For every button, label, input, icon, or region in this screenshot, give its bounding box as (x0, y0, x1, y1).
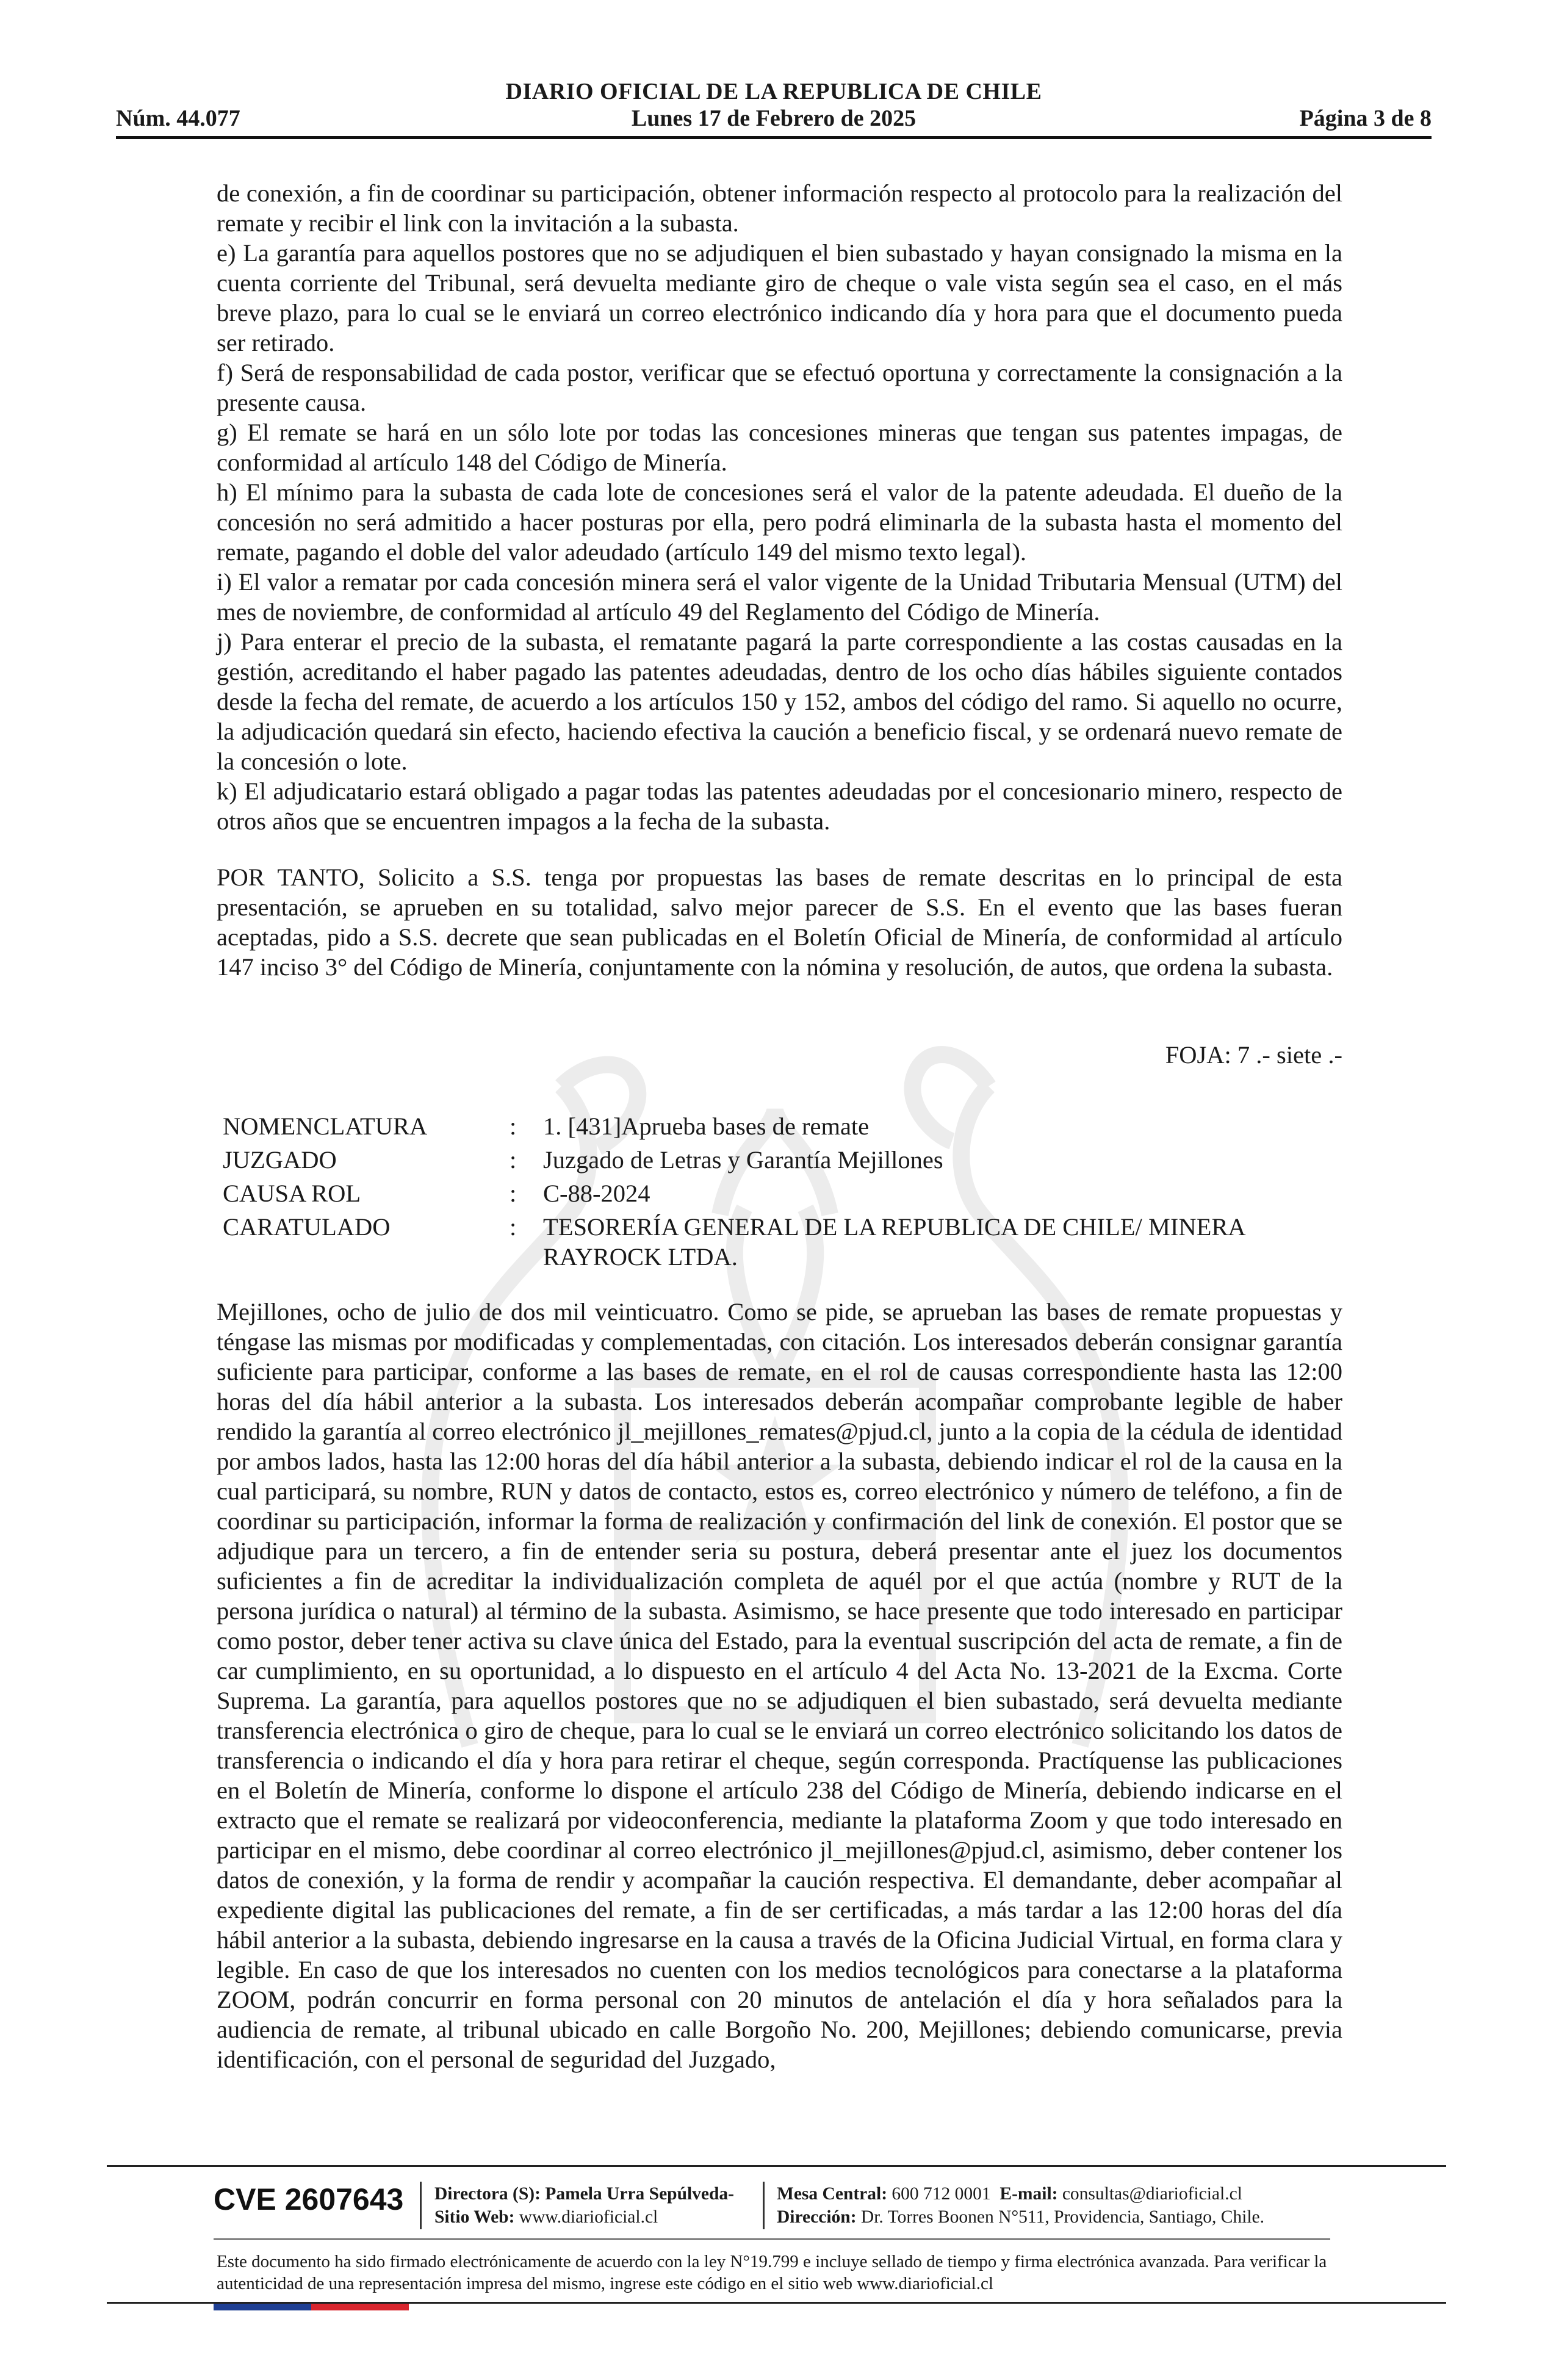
meta-separator: : (510, 1112, 517, 1140)
issue-number: Núm. 44.077 (116, 106, 240, 131)
cve-code: CVE 2607643 (214, 2182, 404, 2216)
bases-clauses (217, 178, 1342, 836)
meta-separator: : (510, 1146, 517, 1174)
footer-separator (420, 2182, 422, 2229)
meta-value: Juzgado de Letras y Garantía Mejillones (543, 1146, 943, 1174)
paragraph: h) El mínimo para la subasta de cada lote de concesiones será el valor de la patente adeudada. El dueño de la concesión no será admitido a hacer posturas por ella, pero podrá eliminarla de la subasta hasta el momento del remate, pagando el doble del valor adeudado (artículo 149 del mismo texto legal). (217, 478, 1342, 566)
footer-thin-divider (214, 2238, 1330, 2240)
foja-label: FOJA: 7 .- siete .- (1165, 1041, 1342, 1069)
meta-row-nomenclatura (223, 1109, 1345, 1143)
legal-notice: Este documento ha sido firmado electrónicamente de acuerdo con la ley N°19.799 e incluye sellado de tiempo y firma electrónica avanzada. Para verificar la autenticidad de una representación impresa del mismo, ingrese este código en el sitio web www.diarioficial.cl (217, 2252, 1327, 2293)
paragraph: POR TANTO, Solicito a S.S. tenga por propuestas las bases de remate descritas en lo principal de esta presentación, se aprueben en su totalidad, salvo mejor parecer de S.S. En el evento que las bases fueran aceptadas, pido a S.S. decrete que sean publicadas en el Boletín Oficial de Minería, de conformidad al artículo 147 inciso 3° del Código de Minería, conjuntamente con la nómina y resolución, de autos, que ordena la subasta. (217, 864, 1342, 981)
page-number: Página 3 de 8 (1299, 106, 1432, 131)
address-label: Dirección: (777, 2207, 857, 2227)
flag-stripe-red (311, 2304, 409, 2310)
paragraph: de conexión, a fin de coordinar su participación, obtener información respecto al protocolo para la realización del remate y recibir el link con la invitación a la subasta. (217, 179, 1342, 237)
meta-separator: : (510, 1213, 517, 1241)
footer-separator (763, 2182, 765, 2229)
paragraph: j) Para enterar el precio de la subasta, el rematante pagará la parte correspondiente a las costas causadas en la gestión, acreditando el haber pagado las patentes adeudadas, dentro de los ocho días hábiles siguiente contados desde la fecha del remate, de acuerdo a los artículos 150 y 152, ambos del código del ramo. Si aquello no ocurre, la adjudicación quedará sin efecto, haciendo efectiva la caución a beneficio fiscal, y se ordenará nuevo remate de la concesión o lote. (217, 628, 1342, 775)
meta-separator: : (510, 1180, 517, 1207)
email-label: E-mail: (1000, 2184, 1058, 2204)
website-label: Sitio Web: (434, 2207, 515, 2227)
meta-row-causa-rol (223, 1177, 1345, 1210)
email-link[interactable]: consultas@diarioficial.cl (1062, 2184, 1242, 2204)
paragraph: g) El remate se hará en un sólo lote por todas las concesiones mineras que tengan sus patentes impagas, de conformidad al artículo 148 del Código de Minería. (217, 419, 1342, 476)
footer-contact-info (777, 2182, 1264, 2229)
meta-row-juzgado (223, 1143, 1345, 1177)
director-name: Pamela Urra Sepúlveda- (545, 2184, 735, 2204)
paragraph: k) El adjudicatario estará obligado a pagar todas las patentes adeudadas por el concesionario minero, respecto de otros años que se encuentren impagos a la fecha de la subasta. (217, 777, 1342, 835)
address: Dr. Torres Boonen N°511, Providencia, Santiago, Chile. (860, 2207, 1265, 2227)
publication-title: DIARIO OFICIAL DE LA REPUBLICA DE CHILE (505, 79, 1042, 104)
footer-divider (107, 2165, 1446, 2167)
page-header (116, 78, 1432, 139)
meta-row-caratulado (223, 1210, 1345, 1272)
meta-value: TESORERÍA GENERAL DE LA REPUBLICA DE CHILE/ MINERA RAYROCK LTDA. (543, 1213, 1245, 1271)
case-metadata (223, 1109, 1345, 1272)
phone-number: 600 712 0001 (891, 2184, 991, 2204)
director-label: Directora (S): (434, 2184, 541, 2204)
meta-key: CARATULADO (223, 1213, 391, 1241)
meta-key: JUZGADO (223, 1146, 337, 1174)
por-tanto-paragraph (217, 862, 1342, 982)
website-link[interactable]: www.diarioficial.cl (519, 2207, 658, 2227)
meta-value: C-88-2024 (543, 1180, 650, 1207)
paragraph: f) Será de responsabilidad de cada postor, verificar que se efectuó oportuna y correctamente la consignación a la presente causa. (217, 359, 1342, 416)
paragraph: e) La garantía para aquellos postores que no se adjudiquen el bien subastado y hayan consignado la misma en la cuenta corriente del Tribunal, será devuelta mediante giro de cheque o vale vista según sea el caso, en el más breve plazo, para lo cual se le enviará un correo electrónico indicando día y hora para que el documento pueda ser retirado. (217, 239, 1342, 356)
meta-key: CAUSA ROL (223, 1180, 361, 1207)
phone-label: Mesa Central: (777, 2184, 888, 2204)
paragraph: i) El valor a rematar por cada concesión minera será el valor vigente de la Unidad Tributaria Mensual (UTM) del mes de noviembre, de conformidad al artículo 49 del Reglamento del Código de Minería. (217, 568, 1342, 626)
publication-date: Lunes 17 de Febrero de 2025 (631, 106, 917, 131)
meta-value: 1. [431]Aprueba bases de remate (543, 1112, 870, 1140)
meta-key: NOMENCLATURA (223, 1112, 428, 1140)
flag-stripe-blue (214, 2304, 311, 2310)
resolution-text (217, 1297, 1342, 2074)
footer-director-info (434, 2182, 734, 2229)
paragraph: Mejillones, ocho de julio de dos mil veinticuatro. Como se pide, se aprueban las bases de remate propuestas y téngase las mismas por modificadas y complementadas, con citación. Los interesados deberán consignar garantía suficiente para participar, conforme a las bases de remate, en el rol de causas correspondiente hasta las 12:00 horas del día hábil anterior a la subasta. Los interesados deberán acompañar comprobante legible de haber rendido la garantía al correo electrónico jl_mejillones_remates@pjud.cl, junto a la copia de la cédula de identidad por ambos lados, hasta las 12:00 horas del día hábil anterior a la subasta, debiendo indicar el rol de la causa en la cual participará, su nombre, RUN y datos de contacto, estos es, correo electrónico y número de teléfono, a fin de coordinar su participación, informar la forma de realización y confirmación del link de conexión. El postor que se adjudique para un tercero, a fin de entender seria su postura, deberá presentar ante el juez los documentos suficientes a fin de acreditar la individualización completa de aquél por el que actúa (nombre y RUT de la persona jurídica o natural) al término de la subasta. Asimismo, se hace presente que todo interesado en participar como postor, deber tener activa su clave única del Estado, para la eventual suscripción del acta de remate, a fin de car cumplimiento, en su oportunidad, a lo dispuesto en el artículo 4 del Acta No. 13-2021 de la Excma. Corte Suprema. La garantía, para aquellos postores que no se adjudiquen el bien subastado, será devuelta mediante transferencia electrónica o giro de cheque, para lo cual se le enviará un correo electrónico solicitando los datos de transferencia o indicando el día y hora para retirar el cheque, según corresponda. Practíquense las publicaciones en el Boletín de Minería, conforme lo dispone el artículo 238 del Código de Minería, debiendo indicarse en el extracto que el remate se realizará por videoconferencia, mediante la plataforma Zoom y que todo interesado en participar en el mismo, debe coordinar al correo electrónico jl_mejillones@pjud.cl, asimismo, deber contener los datos de conexión, y la forma de rendir y acompañar la caución respectiva. El demandante, deber acompañar al expediente digital las publicaciones del remate, a fin de ser certificadas, a más tardar a las 12:00 horas del día hábil anterior a la subasta, debiendo ingresarse en la causa a través de la Oficina Judicial Virtual, en forma clara y legible. En caso de que los interesados no cuenten con los medios tecnológicos para conectarse a la plataforma ZOOM, podrán concurrir en forma personal con 20 minutos de antelación el día y hora señalados para la audiencia de remate, al tribunal ubicado en calle Borgoño No. 200, Mejillones; debiendo comunicarse, previa identificación, con el personal de seguridad del Juzgado, (217, 1298, 1342, 2073)
